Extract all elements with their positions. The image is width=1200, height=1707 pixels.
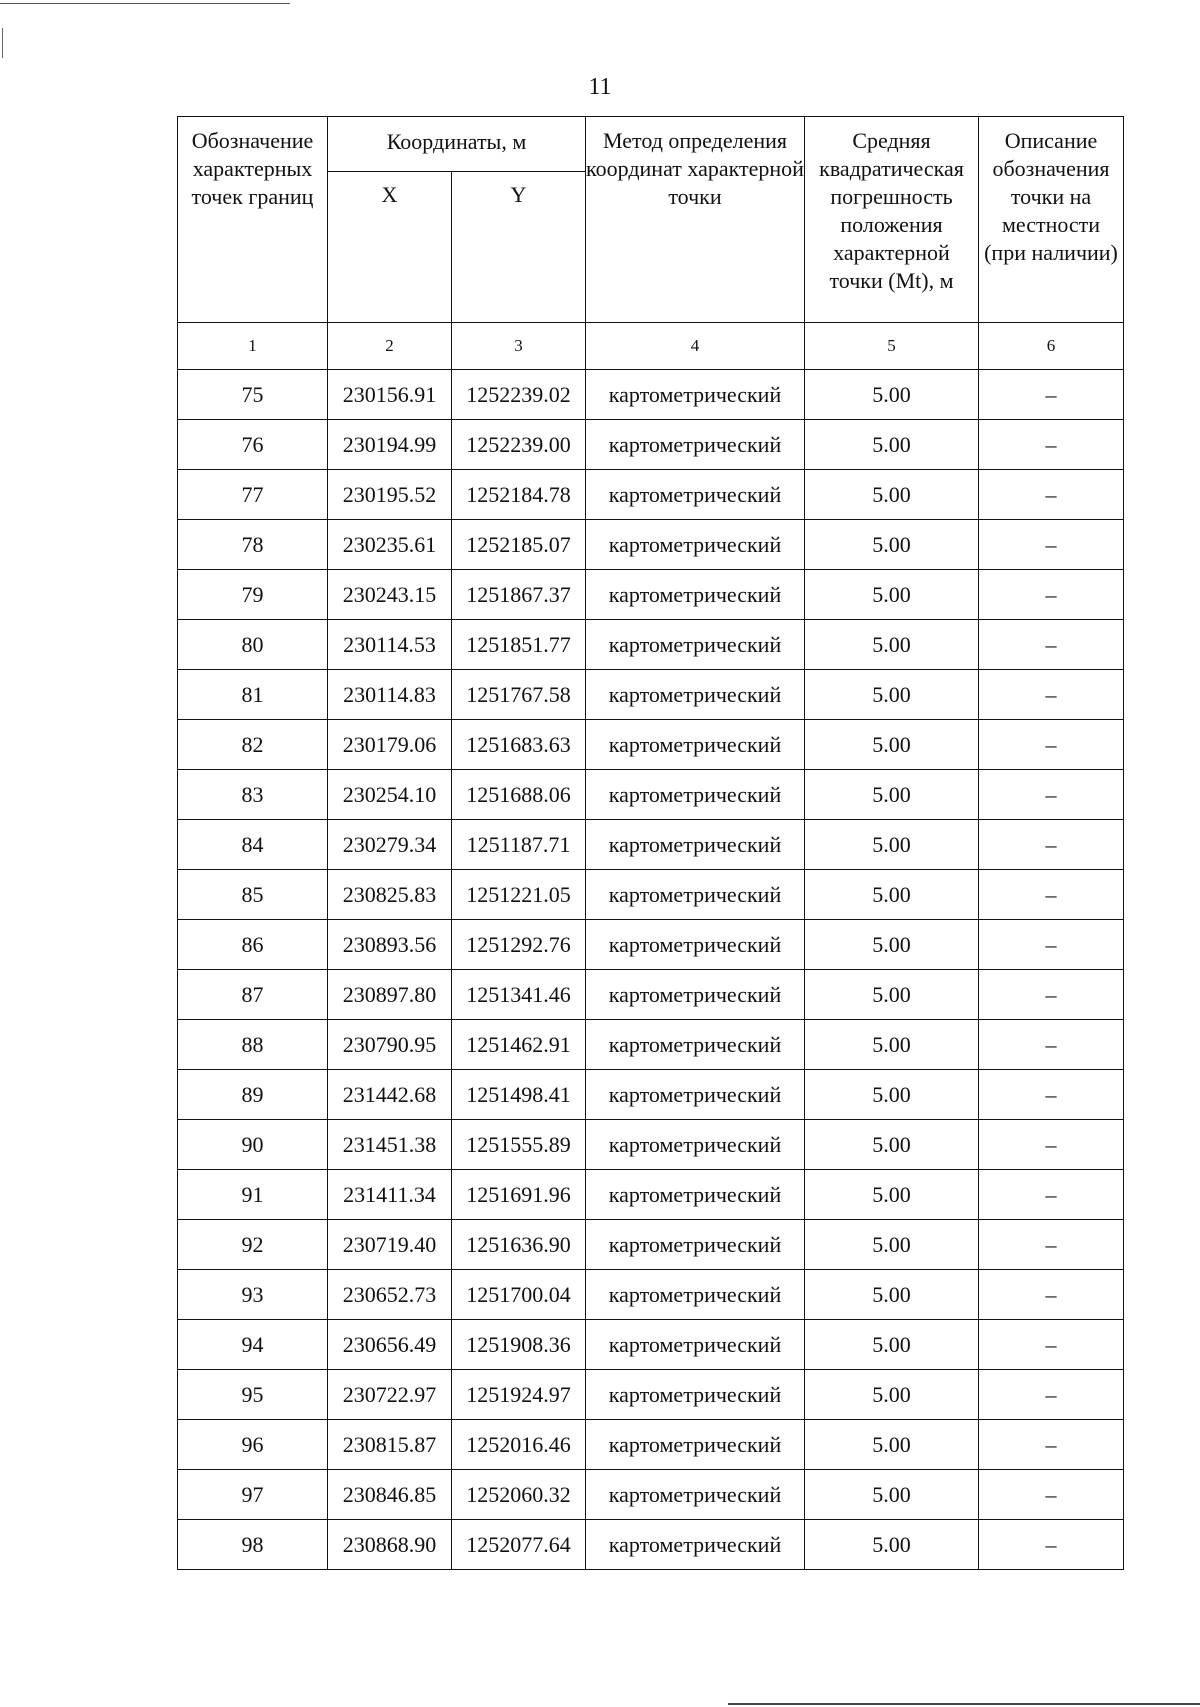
scan-edge-left [2, 28, 3, 58]
table-row [178, 1120, 1124, 1170]
cell-method: картометрический [586, 920, 805, 970]
header-mean-square-error: Средняя квадратическая погрешность положения характерной точки (Mt), м [805, 117, 979, 323]
cell-description: – [979, 370, 1124, 420]
cell-method: картометрический [586, 1470, 805, 1520]
cell-description: – [979, 470, 1124, 520]
cell-description: – [979, 820, 1124, 870]
cell-description: – [979, 1470, 1124, 1520]
cell-point-number: 88 [178, 1020, 328, 1070]
cell-description: – [979, 670, 1124, 720]
cell-method: картометрический [586, 570, 805, 620]
cell-method: картометрический [586, 1220, 805, 1270]
cell-y-coordinate: 1252077.64 [452, 1520, 586, 1570]
column-number: 3 [452, 323, 586, 370]
cell-y-coordinate: 1251292.76 [452, 920, 586, 970]
cell-mean-square-error: 5.00 [805, 1320, 979, 1370]
cell-mean-square-error: 5.00 [805, 570, 979, 620]
header-point-designation: Обозначение характерных точек границ [178, 117, 328, 323]
table-row [178, 770, 1124, 820]
cell-y-coordinate: 1251851.77 [452, 620, 586, 670]
cell-method: картометрический [586, 970, 805, 1020]
cell-y-coordinate: 1251908.36 [452, 1320, 586, 1370]
cell-point-number: 86 [178, 920, 328, 970]
cell-x-coordinate: 230656.49 [328, 1320, 452, 1370]
cell-x-coordinate: 230243.15 [328, 570, 452, 620]
cell-mean-square-error: 5.00 [805, 870, 979, 920]
cell-point-number: 83 [178, 770, 328, 820]
cell-description: – [979, 770, 1124, 820]
cell-y-coordinate: 1251187.71 [452, 820, 586, 870]
cell-x-coordinate: 231411.34 [328, 1170, 452, 1220]
cell-x-coordinate: 230114.83 [328, 670, 452, 720]
cell-mean-square-error: 5.00 [805, 770, 979, 820]
cell-x-coordinate: 230194.99 [328, 420, 452, 470]
cell-description: – [979, 1070, 1124, 1120]
cell-method: картометрический [586, 520, 805, 570]
cell-mean-square-error: 5.00 [805, 370, 979, 420]
cell-description: – [979, 920, 1124, 970]
cell-description: – [979, 1320, 1124, 1370]
cell-point-number: 76 [178, 420, 328, 470]
table-row [178, 920, 1124, 970]
table-row [178, 620, 1124, 670]
cell-point-number: 96 [178, 1420, 328, 1470]
cell-method: картометрический [586, 1020, 805, 1070]
cell-x-coordinate: 230825.83 [328, 870, 452, 920]
cell-mean-square-error: 5.00 [805, 720, 979, 770]
cell-description: – [979, 1020, 1124, 1070]
table-row [178, 1220, 1124, 1270]
table-row [178, 870, 1124, 920]
cell-mean-square-error: 5.00 [805, 1120, 979, 1170]
cell-method: картометрический [586, 770, 805, 820]
cell-mean-square-error: 5.00 [805, 620, 979, 670]
cell-description: – [979, 1120, 1124, 1170]
table-row [178, 820, 1124, 870]
cell-y-coordinate: 1251924.97 [452, 1370, 586, 1420]
cell-point-number: 75 [178, 370, 328, 420]
cell-method: картометрический [586, 1520, 805, 1570]
cell-point-number: 80 [178, 620, 328, 670]
cell-x-coordinate: 230254.10 [328, 770, 452, 820]
cell-y-coordinate: 1252239.00 [452, 420, 586, 470]
table-header [178, 117, 1124, 370]
cell-y-coordinate: 1251867.37 [452, 570, 586, 620]
cell-y-coordinate: 1252185.07 [452, 520, 586, 570]
cell-mean-square-error: 5.00 [805, 1470, 979, 1520]
cell-x-coordinate: 230815.87 [328, 1420, 452, 1470]
cell-mean-square-error: 5.00 [805, 1520, 979, 1570]
cell-y-coordinate: 1251767.58 [452, 670, 586, 720]
column-number: 1 [178, 323, 328, 370]
cell-method: картометрический [586, 1170, 805, 1220]
cell-method: картометрический [586, 820, 805, 870]
cell-x-coordinate: 231442.68 [328, 1070, 452, 1120]
table-row [178, 570, 1124, 620]
cell-point-number: 79 [178, 570, 328, 620]
cell-x-coordinate: 230893.56 [328, 920, 452, 970]
table-row [178, 1270, 1124, 1320]
header-y: Y [452, 172, 586, 323]
cell-y-coordinate: 1251636.90 [452, 1220, 586, 1270]
page-number: 11 [588, 74, 612, 100]
cell-mean-square-error: 5.00 [805, 1020, 979, 1070]
table-row [178, 720, 1124, 770]
cell-method: картометрический [586, 370, 805, 420]
cell-mean-square-error: 5.00 [805, 1420, 979, 1470]
table-row [178, 1020, 1124, 1070]
cell-x-coordinate: 230114.53 [328, 620, 452, 670]
cell-point-number: 98 [178, 1520, 328, 1570]
cell-description: – [979, 720, 1124, 770]
table-row [178, 1520, 1124, 1570]
cell-description: – [979, 1270, 1124, 1320]
cell-mean-square-error: 5.00 [805, 670, 979, 720]
cell-mean-square-error: 5.00 [805, 920, 979, 970]
cell-x-coordinate: 230719.40 [328, 1220, 452, 1270]
cell-method: картометрический [586, 1120, 805, 1170]
cell-description: – [979, 970, 1124, 1020]
cell-y-coordinate: 1251341.46 [452, 970, 586, 1020]
cell-y-coordinate: 1252239.02 [452, 370, 586, 420]
cell-point-number: 87 [178, 970, 328, 1020]
cell-mean-square-error: 5.00 [805, 1070, 979, 1120]
cell-mean-square-error: 5.00 [805, 820, 979, 870]
cell-method: картометрический [586, 1070, 805, 1120]
cell-point-number: 78 [178, 520, 328, 570]
cell-y-coordinate: 1252060.32 [452, 1470, 586, 1520]
cell-description: – [979, 620, 1124, 670]
cell-description: – [979, 1220, 1124, 1270]
cell-y-coordinate: 1251683.63 [452, 720, 586, 770]
cell-description: – [979, 1520, 1124, 1570]
table-row [178, 1370, 1124, 1420]
cell-x-coordinate: 230279.34 [328, 820, 452, 870]
cell-y-coordinate: 1251688.06 [452, 770, 586, 820]
table-row [178, 670, 1124, 720]
cell-description: – [979, 520, 1124, 570]
cell-method: картометрический [586, 1370, 805, 1420]
cell-point-number: 94 [178, 1320, 328, 1370]
table-row [178, 520, 1124, 570]
cell-method: картометрический [586, 420, 805, 470]
cell-mean-square-error: 5.00 [805, 420, 979, 470]
cell-mean-square-error: 5.00 [805, 470, 979, 520]
cell-description: – [979, 1370, 1124, 1420]
cell-mean-square-error: 5.00 [805, 970, 979, 1020]
cell-x-coordinate: 230235.61 [328, 520, 452, 570]
table-row [178, 1420, 1124, 1470]
header-x: X [328, 172, 452, 323]
cell-point-number: 84 [178, 820, 328, 870]
header-description: Описание обозначения точки на местности (при наличии) [979, 117, 1124, 323]
cell-y-coordinate: 1251700.04 [452, 1270, 586, 1320]
cell-x-coordinate: 230897.80 [328, 970, 452, 1020]
cell-point-number: 92 [178, 1220, 328, 1270]
column-number: 5 [805, 323, 979, 370]
cell-mean-square-error: 5.00 [805, 1220, 979, 1270]
cell-y-coordinate: 1251498.41 [452, 1070, 586, 1120]
cell-y-coordinate: 1251221.05 [452, 870, 586, 920]
table-row [178, 970, 1124, 1020]
cell-description: – [979, 1170, 1124, 1220]
cell-x-coordinate: 230868.90 [328, 1520, 452, 1570]
cell-method: картометрический [586, 1420, 805, 1470]
scan-edge-bottom [728, 1703, 1200, 1705]
cell-mean-square-error: 5.00 [805, 1170, 979, 1220]
column-numbers-row [178, 323, 1124, 370]
cell-method: картометрический [586, 720, 805, 770]
cell-method: картометрический [586, 470, 805, 520]
cell-point-number: 77 [178, 470, 328, 520]
column-number: 6 [979, 323, 1124, 370]
cell-y-coordinate: 1252016.46 [452, 1420, 586, 1470]
column-number: 2 [328, 323, 452, 370]
cell-mean-square-error: 5.00 [805, 1370, 979, 1420]
cell-point-number: 81 [178, 670, 328, 720]
cell-point-number: 91 [178, 1170, 328, 1220]
cell-x-coordinate: 230156.91 [328, 370, 452, 420]
cell-description: – [979, 570, 1124, 620]
cell-y-coordinate: 1251691.96 [452, 1170, 586, 1220]
cell-x-coordinate: 230722.97 [328, 1370, 452, 1420]
cell-point-number: 90 [178, 1120, 328, 1170]
cell-x-coordinate: 230652.73 [328, 1270, 452, 1320]
cell-description: – [979, 1420, 1124, 1470]
cell-x-coordinate: 230846.85 [328, 1470, 452, 1520]
cell-mean-square-error: 5.00 [805, 1270, 979, 1320]
coordinates-table [177, 116, 1124, 1570]
cell-method: картометрический [586, 1320, 805, 1370]
cell-y-coordinate: 1251462.91 [452, 1020, 586, 1070]
table-row [178, 470, 1124, 520]
cell-mean-square-error: 5.00 [805, 520, 979, 570]
cell-method: картометрический [586, 670, 805, 720]
table-body [178, 370, 1124, 1570]
table-row [178, 1170, 1124, 1220]
scan-edge-top [0, 3, 290, 4]
cell-method: картометрический [586, 620, 805, 670]
cell-method: картометрический [586, 1270, 805, 1320]
column-number: 4 [586, 323, 805, 370]
cell-y-coordinate: 1251555.89 [452, 1120, 586, 1170]
header-coordinates: Координаты, м [328, 117, 586, 172]
cell-point-number: 85 [178, 870, 328, 920]
cell-description: – [979, 870, 1124, 920]
table-row [178, 420, 1124, 470]
cell-x-coordinate: 230179.06 [328, 720, 452, 770]
cell-method: картометрический [586, 870, 805, 920]
cell-x-coordinate: 230195.52 [328, 470, 452, 520]
cell-x-coordinate: 231451.38 [328, 1120, 452, 1170]
cell-point-number: 93 [178, 1270, 328, 1320]
cell-point-number: 97 [178, 1470, 328, 1520]
table-row [178, 370, 1124, 420]
table-row [178, 1470, 1124, 1520]
cell-description: – [979, 420, 1124, 470]
cell-point-number: 82 [178, 720, 328, 770]
header-method: Метод определения координат характерной точки [586, 117, 805, 323]
cell-point-number: 89 [178, 1070, 328, 1120]
cell-point-number: 95 [178, 1370, 328, 1420]
cell-y-coordinate: 1252184.78 [452, 470, 586, 520]
table-row [178, 1070, 1124, 1120]
table-row [178, 1320, 1124, 1370]
cell-x-coordinate: 230790.95 [328, 1020, 452, 1070]
